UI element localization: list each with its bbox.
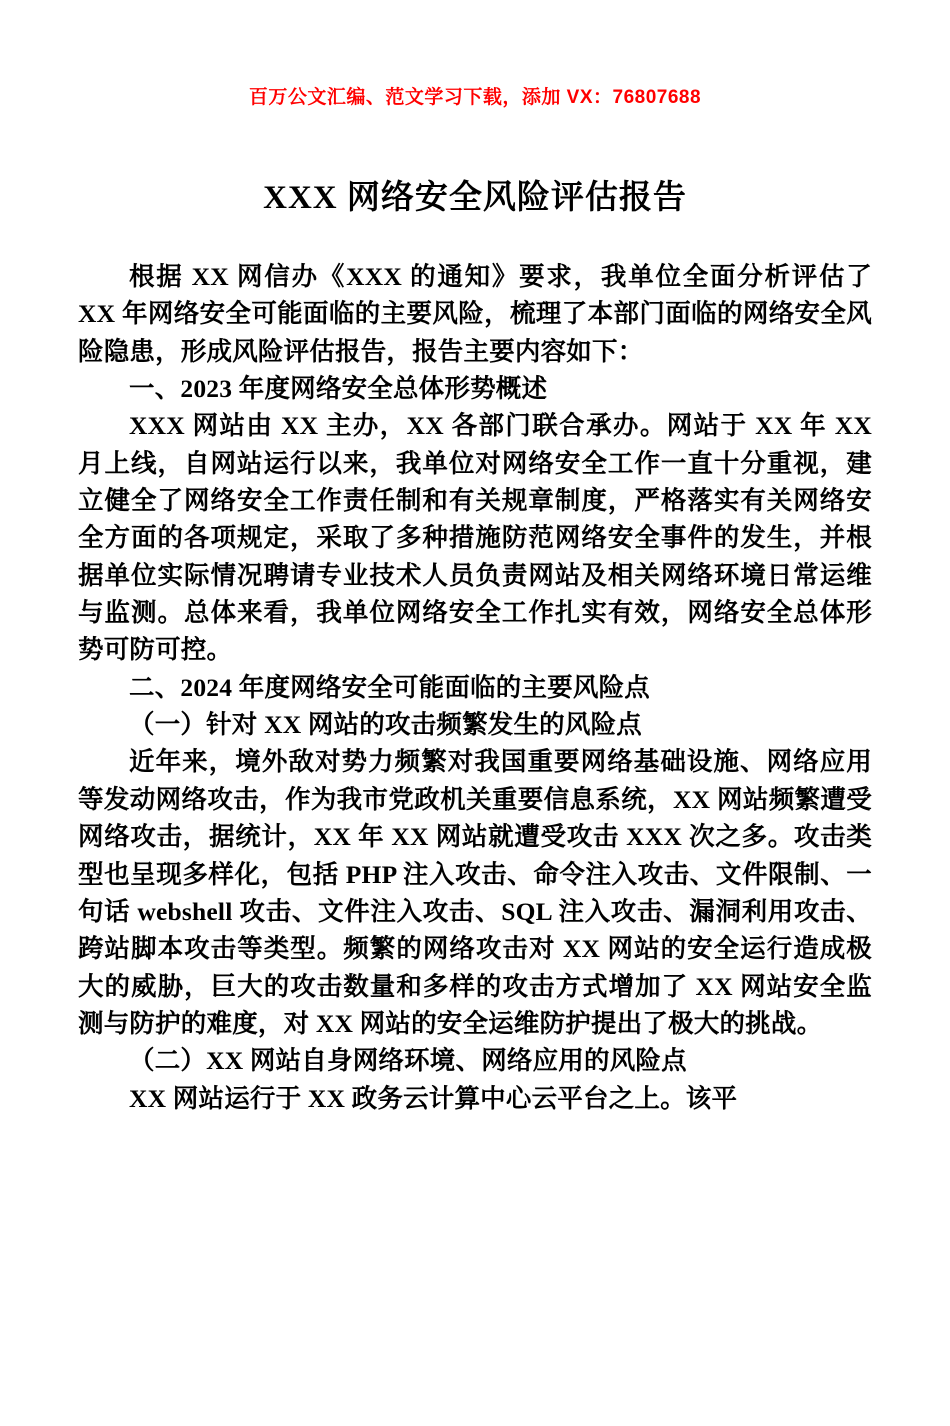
paragraph-section-one-body: XXX 网站由 XX 主办，XX 各部门联合承办。网站于 XX 年 XX 月上线，自网站运行以来，我单位对网络安全工作一直十分重视，建立健全了网络安全工作责任制和有关规章制度，严格落实有关网络安全方面的各项规定，采取了多种措施防范网络安全事件的发生，并根据单位实际情况聘请专业技术人员负责网站及相关网络环境日常运维与监测。总体来看，我单位网络安全工作扎实有效，网络安全总体形势可防可控。 xyxy=(78,411,872,665)
page-title: XXX 网络安全风险评估报告 xyxy=(263,180,687,216)
paragraph-section-two-two-body: XX 网站运行于 XX 政务云计算中心云平台之上。该平 xyxy=(129,1083,738,1113)
heading-section-one: 一、2023 年度网络安全总体形势概述 xyxy=(129,374,548,404)
document-body xyxy=(78,258,872,1117)
paragraph-intro: 根据 XX 网信办《XXX 的通知》要求，我单位全面分析评估了 XX 年网络安全可能面临的主要风险，梳理了本部门面临的网络安全风险隐患，形成风险评估报告，报告主要内容如下： xyxy=(78,262,872,366)
subheading-section-two-two: （二）XX 网站自身网络环境、网络应用的风险点 xyxy=(129,1046,687,1076)
document-page xyxy=(0,82,950,1426)
heading-section-two: 二、2024 年度网络安全可能面临的主要风险点 xyxy=(129,672,650,702)
paragraph-section-two-one-body: 近年来，境外敌对势力频繁对我国重要网络基础设施、网络应用等发动网络攻击，作为我市党政机关重要信息系统，XX 网站频繁遭受网络攻击，据统计，XX 年 XX 网站就遭受攻击 XXX 次之多。攻击类型也呈现多样化，包括 PHP 注入攻击、命令注入攻击、文件限制、一句话 webshell 攻击、文件注入攻击、SQL 注入攻击、漏洞利用攻击、跨站脚本攻击等类型。频繁的网络攻击对 XX 网站的安全运行造成极大的威胁，巨大的攻击数量和多样的攻击方式增加了 XX 网站安全监测与防护的难度，对 XX 网站的安全运维防护提出了极大的挑战。 xyxy=(78,747,872,1038)
subheading-section-two-one: （一）针对 XX 网站的攻击频繁发生的风险点 xyxy=(129,710,642,740)
watermark-banner: 百万公文汇编、范文学习下载，添加 VX：76807688 xyxy=(248,87,702,108)
